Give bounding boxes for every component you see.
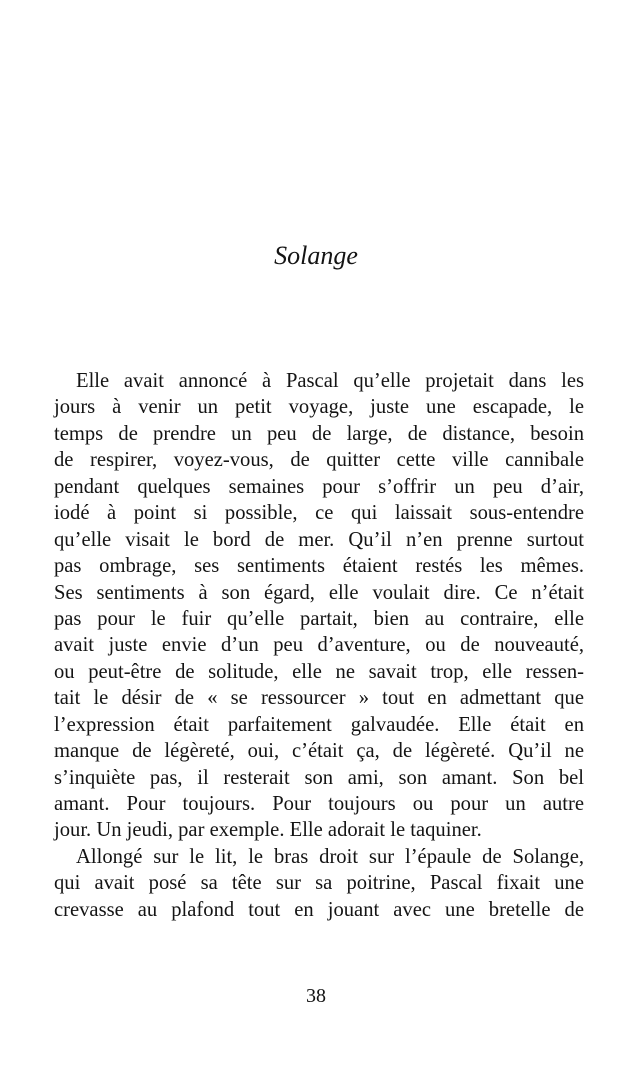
text-line: s’inquiète pas, il resterait son ami, son amant. Son bel (54, 766, 584, 789)
text-line: ou peut-être de solitude, elle ne savait trop, elle ressen- (54, 660, 584, 683)
text-line: tait le désir de « se ressourcer » tout en admettant que (54, 687, 584, 710)
chapter-title: Solange (274, 241, 358, 270)
text-line: pas pour le fuir qu’elle partait, bien au contraire, elle (54, 607, 584, 630)
paragraph-1 (54, 368, 584, 844)
text-line: l’expression était parfaitement galvaudée. Elle était en (54, 713, 584, 736)
text-line: avait juste envie d’un peu d’aventure, ou de nouveauté, (54, 634, 584, 657)
text-line: qu’elle visait le bord de mer. Qu’il n’en prenne surtout (54, 528, 584, 551)
text-line: Elle avait annoncé à Pascal qu’elle projetait dans les (76, 370, 584, 392)
text-line: amant. Pour toujours. Pour toujours ou pour un autre (54, 793, 584, 815)
text-line: Allongé sur le lit, le bras droit sur l’épaule de Solange, (76, 845, 584, 868)
text-line: temps de prendre un peu de large, de distance, besoin (54, 422, 584, 445)
text-line: jours à venir un petit voyage, juste une escapade, le (54, 396, 584, 419)
text-line: pas ombrage, ses sentiments étaient restés les mêmes. (54, 555, 584, 578)
text-line: de respirer, voyez-vous, de quitter cette ville cannibale (54, 449, 584, 472)
body-text (54, 368, 584, 923)
text-line: iodé à point si possible, ce qui laissait sous-entendre (54, 502, 584, 525)
text-line: Ses sentiments à son égard, elle voulait dire. Ce n’était (54, 581, 584, 604)
text-line: manque de légèreté, oui, c’était ça, de légèreté. Qu’il ne (54, 740, 584, 763)
page-number: 38 (306, 985, 326, 1007)
text-line: jour. Un jeudi, par exemple. Elle adorait le taquiner. (54, 819, 482, 842)
text-line: pendant quelques semaines pour s’offrir un peu d’air, (54, 475, 584, 498)
text-line: crevasse au plafond tout en jouant avec une bretelle de (54, 898, 584, 921)
paragraph-2 (54, 844, 584, 923)
text-line: qui avait posé sa tête sur sa poitrine, Pascal fixait une (54, 872, 584, 895)
